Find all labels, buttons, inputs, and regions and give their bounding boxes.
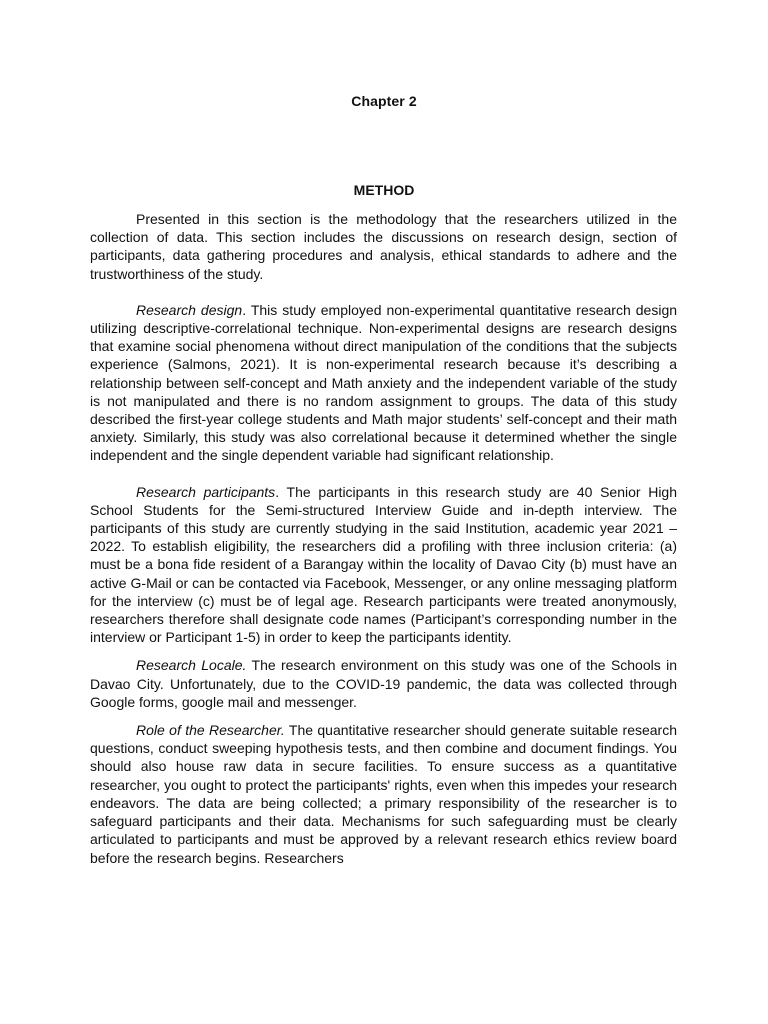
- section-title: METHOD: [353, 182, 415, 198]
- chapter-heading: Chapter 2: [351, 93, 417, 109]
- lead-separator: .: [275, 483, 287, 500]
- paragraph-text: This study employed non-experimental quantitative research design utilizing descriptive-correlational technique. Non-experimental designs are research designs that examine social phenomena without direct manipulation of the conditions that the subjects experience (Salmons, 2021). It is non-experimental research because it’s describing a relationship between self-concept and Math anxiety and the independent variable of the study is not manipulated and there is no random assignment to groups. The data of this study described the first-year college students and Math major students’ self-concept and their math anxiety. Similarly, this study was also correlational because it determined whether the single independent and the single dependent variable had significant relationship.: [90, 301, 678, 464]
- paragraph-text: The research environment on this study was one of the Schools in Davao City. Unfortunately, due to the COVID-19 pandemic, the data was collected through Google forms, google mail and messenger.: [90, 657, 677, 710]
- paragraph-research-design: [90, 301, 677, 465]
- body-text: [90, 210, 677, 885]
- paragraph-role-of-researcher: [90, 721, 677, 867]
- paragraph-lead: Role of the Researcher.: [136, 722, 285, 739]
- paragraph-lead: Research design: [136, 301, 243, 318]
- paragraph-lead: Research participants: [136, 483, 276, 500]
- intro-paragraph: Presented in this section is the methodology that the researchers utilized in the collection of data. This section includes the discussions on research design, section of participants, data gathering procedures and analysis, ethical standards to adhere and the trustworthiness of the study.: [90, 211, 677, 282]
- paragraph-text: The participants in this research study are 40 Senior High School Students for the Semi-structured Interview Guide and in-depth interview. The participants of this study are currently studying in the said Institution, academic year 2021 – 2022. To establish eligibility, the researchers did a profiling with three inclusion criteria: (a) must be a bona fide resident of a Barangay within the locality of Davao City (b) must have an active G-Mail or can be contacted via Facebook, Messenger, or any online messaging platform for the interview (c) must be of legal age. Research participants were treated anonymously, researchers therefore shall designate code names (Participant’s corresponding number in the interview or Participant 1-5) in order to keep the participants identity.: [90, 483, 678, 646]
- paragraph-research-locale: [90, 656, 677, 711]
- lead-separator: .: [242, 301, 251, 318]
- paragraph-research-participants: [90, 483, 677, 647]
- paragraph-lead: Research Locale.: [136, 657, 247, 674]
- paragraph-text: The quantitative researcher should generate suitable research questions, conduct sweeping hypothesis tests, and then combine and document findings. You should also house raw data in secure facilities. To ensure success as a quantitative researcher, you ought to protect the participants' rights, even when this impedes your research endeavors. The data are being collected; a primary responsibility of the researcher is to safeguard participants and their data. Mechanisms for such safeguarding must be clearly articulated to participants and must be approved by a relevant research ethics review board before the research begins. Researchers: [90, 722, 678, 866]
